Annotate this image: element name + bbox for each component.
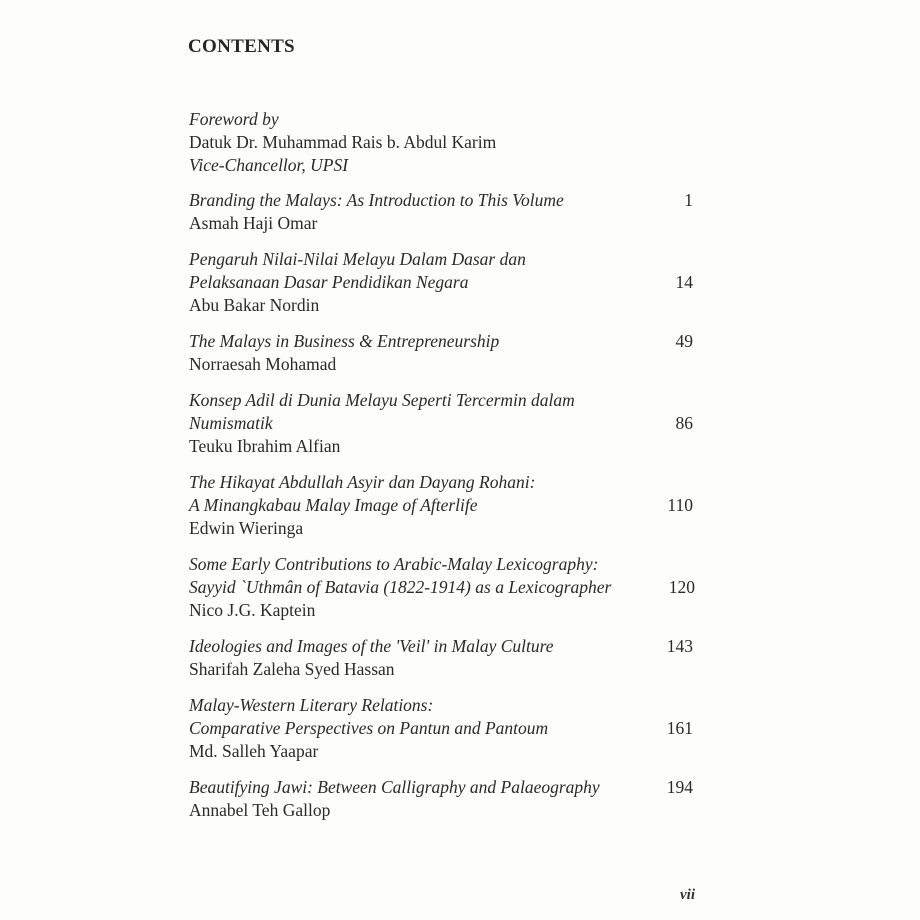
foreword-author: Datuk Dr. Muhammad Rais b. Abdul Karim: [189, 132, 497, 152]
toc-entry-title: Pelaksanaan Dasar Pendidikan Negara: [189, 272, 469, 292]
toc-entry-page: 86: [675, 413, 693, 433]
foreword-author-role: Vice-Chancellor, UPSI: [189, 155, 349, 175]
toc-entry[interactable]: [189, 389, 693, 458]
toc-entry-author: Asmah Haji Omar: [189, 213, 318, 233]
foreword-block: [189, 108, 496, 177]
toc-entry-title: Branding the Malays: As Introduction to This Volume: [189, 190, 564, 210]
toc-entry-author: Norraesah Mohamad: [189, 354, 337, 374]
toc-entry[interactable]: [189, 694, 693, 763]
toc-entry[interactable]: [189, 635, 693, 681]
toc-entry-author: Nico J.G. Kaptein: [189, 600, 316, 620]
toc-entry-author: Annabel Teh Gallop: [189, 800, 331, 820]
toc-entry-page: 120: [668, 577, 695, 597]
toc-entry-author: Abu Bakar Nordin: [189, 295, 320, 315]
toc-entry-author: Edwin Wieringa: [189, 518, 304, 538]
foreword-label: Foreword by: [189, 109, 279, 129]
toc-entry-page: 143: [666, 636, 693, 656]
toc-entry-title: The Malays in Business & Entrepreneurship: [189, 331, 500, 351]
toc-entry-title: Ideologies and Images of the 'Veil' in Malay Culture: [189, 636, 554, 656]
toc-entry-title: Some Early Contributions to Arabic-Malay Lexicography:: [189, 554, 599, 574]
toc-entry-title: Numismatik: [189, 413, 273, 433]
toc-entry-author: Md. Salleh Yaapar: [189, 741, 319, 761]
toc-entry-author: Teuku Ibrahim Alfian: [189, 436, 341, 456]
toc-entry-page: 1: [684, 190, 693, 210]
toc-entry-title: Comparative Perspectives on Pantun and Pantoum: [189, 718, 549, 738]
toc-entry[interactable]: [189, 776, 693, 822]
toc-entry-title: A Minangkabau Malay Image of Afterlife: [189, 495, 478, 515]
toc-entry-title: Malay-Western Literary Relations:: [189, 695, 434, 715]
toc-entry-page: 194: [666, 777, 693, 797]
page-number: vii: [680, 887, 695, 903]
toc-entry-page: 14: [675, 272, 693, 292]
toc-entry-page: 161: [666, 718, 693, 738]
toc-entry-page: 49: [675, 331, 693, 351]
page-title: CONTENTS: [188, 36, 295, 57]
toc-entry-title: Beautifying Jawi: Between Calligraphy and Palaeography: [189, 777, 600, 797]
toc-entry[interactable]: [189, 471, 693, 540]
toc-entry[interactable]: [189, 553, 695, 622]
toc-entry-title: Pengaruh Nilai-Nilai Melayu Dalam Dasar dan: [189, 249, 526, 269]
toc-entry-page: 110: [667, 495, 693, 515]
toc-entry-title: Sayyid `Uthmân of Batavia (1822-1914) as a Lexicographer: [189, 577, 612, 597]
toc-entry[interactable]: [189, 189, 693, 235]
toc-entry-title: The Hikayat Abdullah Asyir dan Dayang Rohani:: [189, 472, 536, 492]
toc-entry[interactable]: [189, 330, 693, 376]
toc-entry-title: Konsep Adil di Dunia Melayu Seperti Tercermin dalam: [189, 390, 575, 410]
toc-entry[interactable]: [189, 248, 693, 317]
toc-entry-author: Sharifah Zaleha Syed Hassan: [189, 659, 395, 679]
